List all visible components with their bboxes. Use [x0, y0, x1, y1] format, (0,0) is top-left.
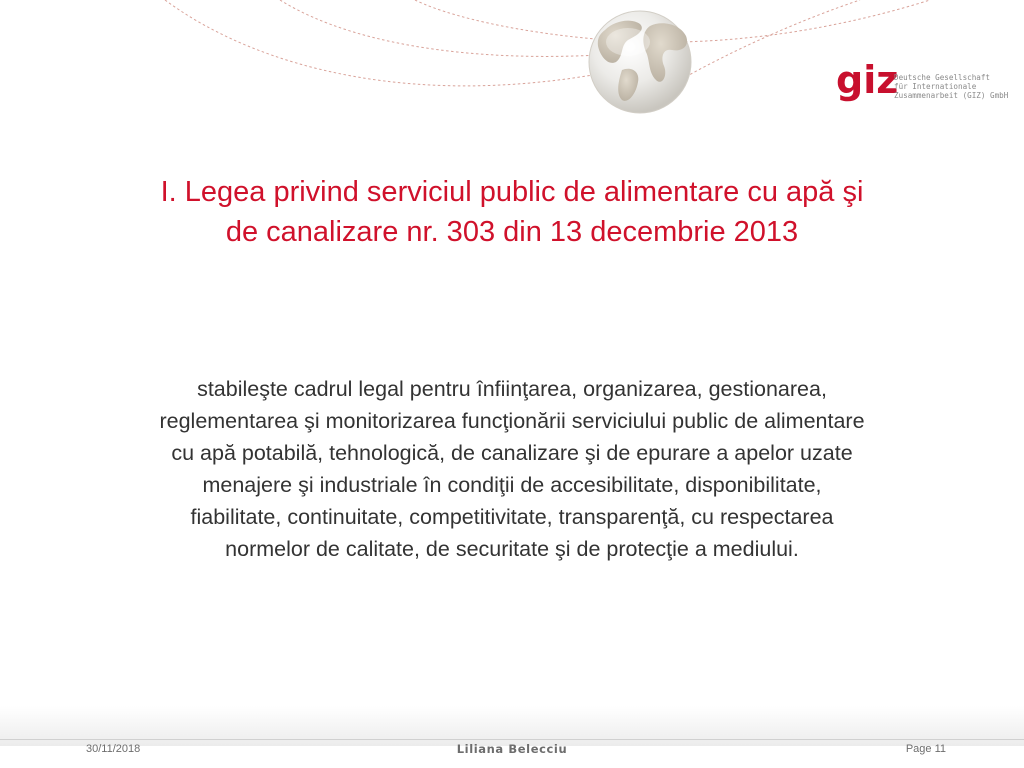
body-line: reglementarea şi monitorizarea funcţionării serviciului public de alimentare	[159, 409, 865, 433]
logo-text-line: Zusammenarbeit (GIZ) GmbH	[894, 91, 1009, 100]
slide-title	[60, 172, 964, 252]
giz-logo	[836, 58, 1009, 110]
slide-body	[60, 373, 964, 565]
footer-date: 30/11/2018	[86, 743, 141, 755]
footer-divider	[0, 739, 1024, 740]
logo-mark: giz	[836, 58, 899, 102]
body-line: cu apă potabilă, tehnologică, de canalizare şi de epurare a apelor uzate	[171, 441, 853, 465]
body-line: menajere şi industriale în condiţii de accesibilitate, disponibilitate,	[202, 473, 822, 497]
footer-author: Liliana Belecciu	[456, 742, 568, 756]
logo-text-line: für Internationale	[894, 82, 977, 91]
title-line: I. Legea privind serviciul public de alimentare cu apă şi	[160, 176, 864, 208]
page-number: Page 11	[905, 743, 946, 755]
globe-icon	[589, 11, 691, 113]
logo-text-line: Deutsche Gesellschaft	[894, 73, 991, 82]
title-line: de canalizare nr. 303 din 13 decembrie 2013	[225, 216, 799, 248]
body-line: stabileşte cadrul legal pentru înfiinţarea, organizarea, gestionarea,	[197, 377, 827, 401]
logo-organization-name	[894, 73, 1009, 100]
body-line: fiabilitate, continuitate, competitivitate, transparenţă, cu respectarea	[190, 505, 834, 529]
footer-band	[0, 706, 1024, 746]
body-line: normelor de calitate, de securitate şi de protecţie a mediului.	[225, 537, 799, 561]
